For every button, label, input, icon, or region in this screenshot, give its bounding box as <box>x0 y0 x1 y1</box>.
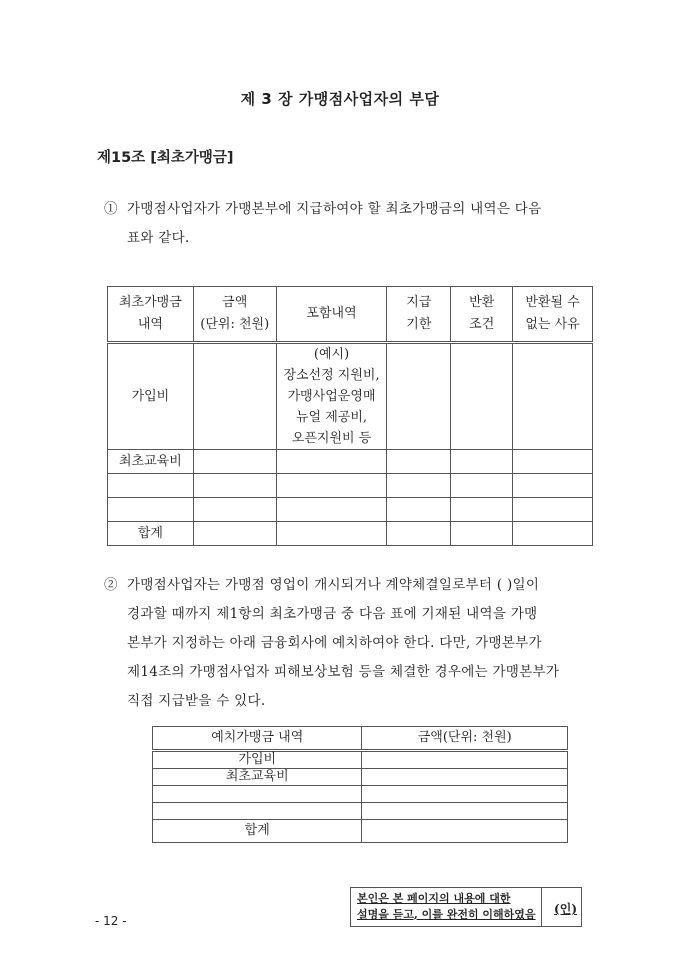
paragraph-line: 가맹점사업자가 가맹본부에 지급하여야 할 최초가맹금의 내역은 다음 <box>127 201 542 217</box>
seal-mark: (인) <box>554 902 577 916</box>
divider <box>541 888 542 926</box>
table-row <box>108 498 593 522</box>
table-row <box>108 474 593 498</box>
paragraph-marker: ① <box>104 201 118 217</box>
row-label <box>108 474 194 498</box>
chapter-title: 제 3 장 가맹점사업자의 부담 <box>240 90 440 108</box>
paragraph-line: 본부가 지정하는 아래 금융회사에 예치하여야 한다. 다만, 가맹본부가 <box>127 635 542 651</box>
paragraph-line: 표와 같다. <box>127 230 190 246</box>
table-row <box>108 343 593 450</box>
row-label <box>108 498 194 522</box>
table-cell <box>193 343 276 450</box>
table-row <box>108 450 593 474</box>
header-cell: 지급 기한 <box>387 287 451 343</box>
header-cell: 포함내역 <box>276 287 387 343</box>
row-label: 최초교육비 <box>153 769 362 786</box>
paragraph-marker: ② <box>104 577 118 593</box>
confirm-line-1: 본인은 본 페이지의 내용에 대한 <box>357 892 511 905</box>
paragraph-2 <box>104 571 559 716</box>
table-header-row <box>108 287 593 343</box>
header-cell: 반환될 수 없는 사유 <box>513 287 593 343</box>
header-cell: 예치가맹금 내역 <box>153 727 362 751</box>
includes-cell: (예시) 장소선정 지원비, 가맹사업운영매 뉴얼 제공비, 오픈지원비 등 <box>276 343 387 450</box>
row-label <box>153 786 362 803</box>
row-label <box>153 803 362 820</box>
deposit-franchise-fee-table <box>152 726 568 843</box>
page-number: - 12 - <box>95 914 127 928</box>
table-row <box>153 769 568 786</box>
header-cell: 금액 (단위: 천원) <box>193 287 276 343</box>
table-row <box>153 786 568 803</box>
initial-franchise-fee-table <box>107 286 593 546</box>
header-cell: 금액(단위: 천원) <box>362 727 568 751</box>
table-row <box>153 751 568 769</box>
row-label: 최초교육비 <box>108 450 194 474</box>
row-label: 합계 <box>153 820 362 843</box>
confirm-line-2: 설명을 듣고, 이를 완전히 이해하였음 <box>357 908 536 921</box>
row-label: 합계 <box>108 522 194 546</box>
table-cell <box>387 343 451 450</box>
paragraph-line: 가맹점사업자는 가맹점 영업이 개시되거나 계약체결일로부터 ( )일이 <box>127 577 540 593</box>
table-row <box>108 522 593 546</box>
confirmation-box <box>350 887 582 927</box>
article-title: 제15조 [최초가맹금] <box>97 150 234 166</box>
paragraph-line: 제14조의 가맹점사업자 피해보상보험 등을 체결한 경우에는 가맹본부가 <box>127 664 560 680</box>
table-row <box>153 803 568 820</box>
header-cell: 반환 조건 <box>451 287 513 343</box>
table-cell <box>513 343 593 450</box>
table-cell <box>451 343 513 450</box>
paragraph-1 <box>104 195 541 253</box>
paragraph-line: 경과할 때까지 제1항의 최초가맹금 중 다음 표에 기재된 내역을 가맹 <box>127 606 538 622</box>
paragraph-line: 직접 지급받을 수 있다. <box>127 693 266 709</box>
row-label: 가입비 <box>153 751 362 769</box>
header-cell: 최초가맹금 내역 <box>108 287 194 343</box>
table-header-row <box>153 727 568 751</box>
row-label: 가입비 <box>108 343 194 450</box>
table-row <box>153 820 568 843</box>
